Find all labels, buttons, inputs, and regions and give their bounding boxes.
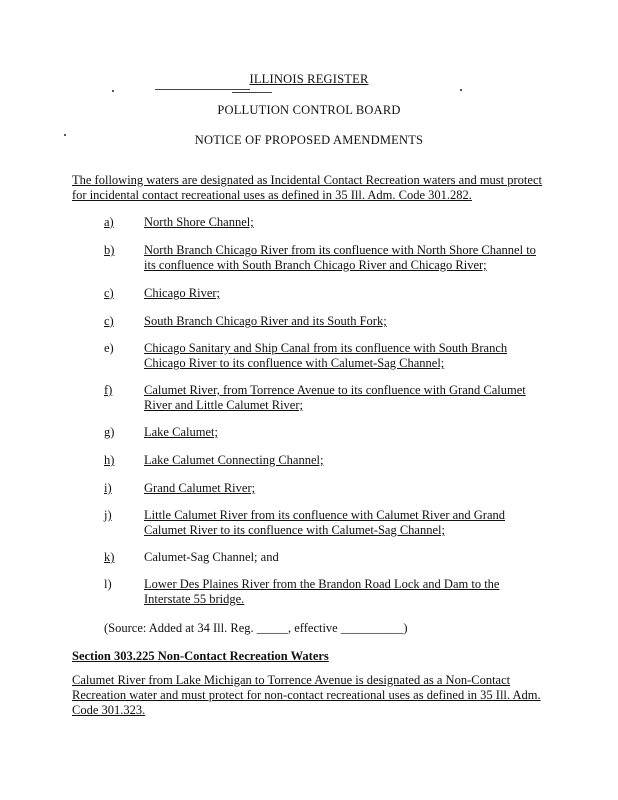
item-label: b) bbox=[104, 243, 115, 257]
item-label: g) bbox=[104, 425, 115, 439]
scan-speck bbox=[460, 89, 462, 91]
notice-heading: NOTICE OF PROPOSED AMENDMENTS bbox=[194, 133, 424, 147]
item-label: j) bbox=[104, 508, 112, 522]
item-text: Lake Calumet Connecting Channel; bbox=[144, 453, 324, 467]
item-text: Lower Des Plaines River from the Brandon Road Lock and Dam to the Interstate 55 bridge. bbox=[144, 577, 500, 606]
item-text: Chicago Sanitary and Ship Canal from its confluence with South Branch Chicago River to its confluence with Calumet-Sag Channel; bbox=[144, 341, 508, 370]
item-label: e) bbox=[104, 341, 114, 355]
item-text: Little Calumet River from its confluence with Calumet River and Grand Calumet River to its confluence with Calumet-Sag Channel; bbox=[144, 508, 506, 537]
item-label: c) bbox=[104, 314, 114, 328]
item-label: c) bbox=[104, 286, 114, 300]
item-label: h) bbox=[104, 453, 115, 467]
item-text: Chicago River; bbox=[144, 286, 221, 300]
item-label: l) bbox=[104, 577, 112, 591]
item-text: South Branch Chicago River and its South Fork; bbox=[144, 314, 387, 328]
item-text: Calumet River, from Torrence Avenue to its confluence with Grand Calumet River and Little Calumet River; bbox=[144, 383, 526, 412]
section-title: Section 303.225 Non-Contact Recreation Waters bbox=[72, 649, 329, 663]
header-rule-artifact-2 bbox=[232, 92, 272, 93]
intro-paragraph: The following waters are designated as Incidental Contact Recreation waters and must protect for incidental contact recreational uses as defined in 35 Ill. Adm. Code 301.282. bbox=[72, 173, 542, 202]
item-text: Calumet-Sag Channel; and bbox=[144, 550, 279, 564]
item-label: a) bbox=[104, 215, 114, 229]
item-text: Grand Calumet River; bbox=[144, 481, 256, 495]
item-label: f) bbox=[104, 383, 113, 397]
item-text: Lake Calumet; bbox=[144, 425, 218, 439]
section-body: Calumet River from Lake Michigan to Torrence Avenue is designated as a Non-Contact Recreation water and must protect for non-contact recreational uses as defined in 35 Ill. Adm. Code 301.323. bbox=[72, 673, 541, 717]
board-heading: POLLUTION CONTROL BOARD bbox=[217, 103, 401, 117]
item-text: North Shore Channel; bbox=[144, 215, 254, 229]
source-note: (Source: Added at 34 Ill. Reg. _____, effective __________) bbox=[104, 621, 408, 635]
item-text: North Branch Chicago River from its confluence with North Shore Channel to its confluence with South Branch Chicago River and Chicago River; bbox=[144, 243, 536, 272]
scan-speck bbox=[112, 90, 114, 92]
item-label: i) bbox=[104, 481, 112, 495]
register-heading: ILLINOIS REGISTER bbox=[249, 72, 369, 86]
item-label: k) bbox=[104, 550, 115, 564]
header-rule-artifact bbox=[155, 89, 250, 90]
